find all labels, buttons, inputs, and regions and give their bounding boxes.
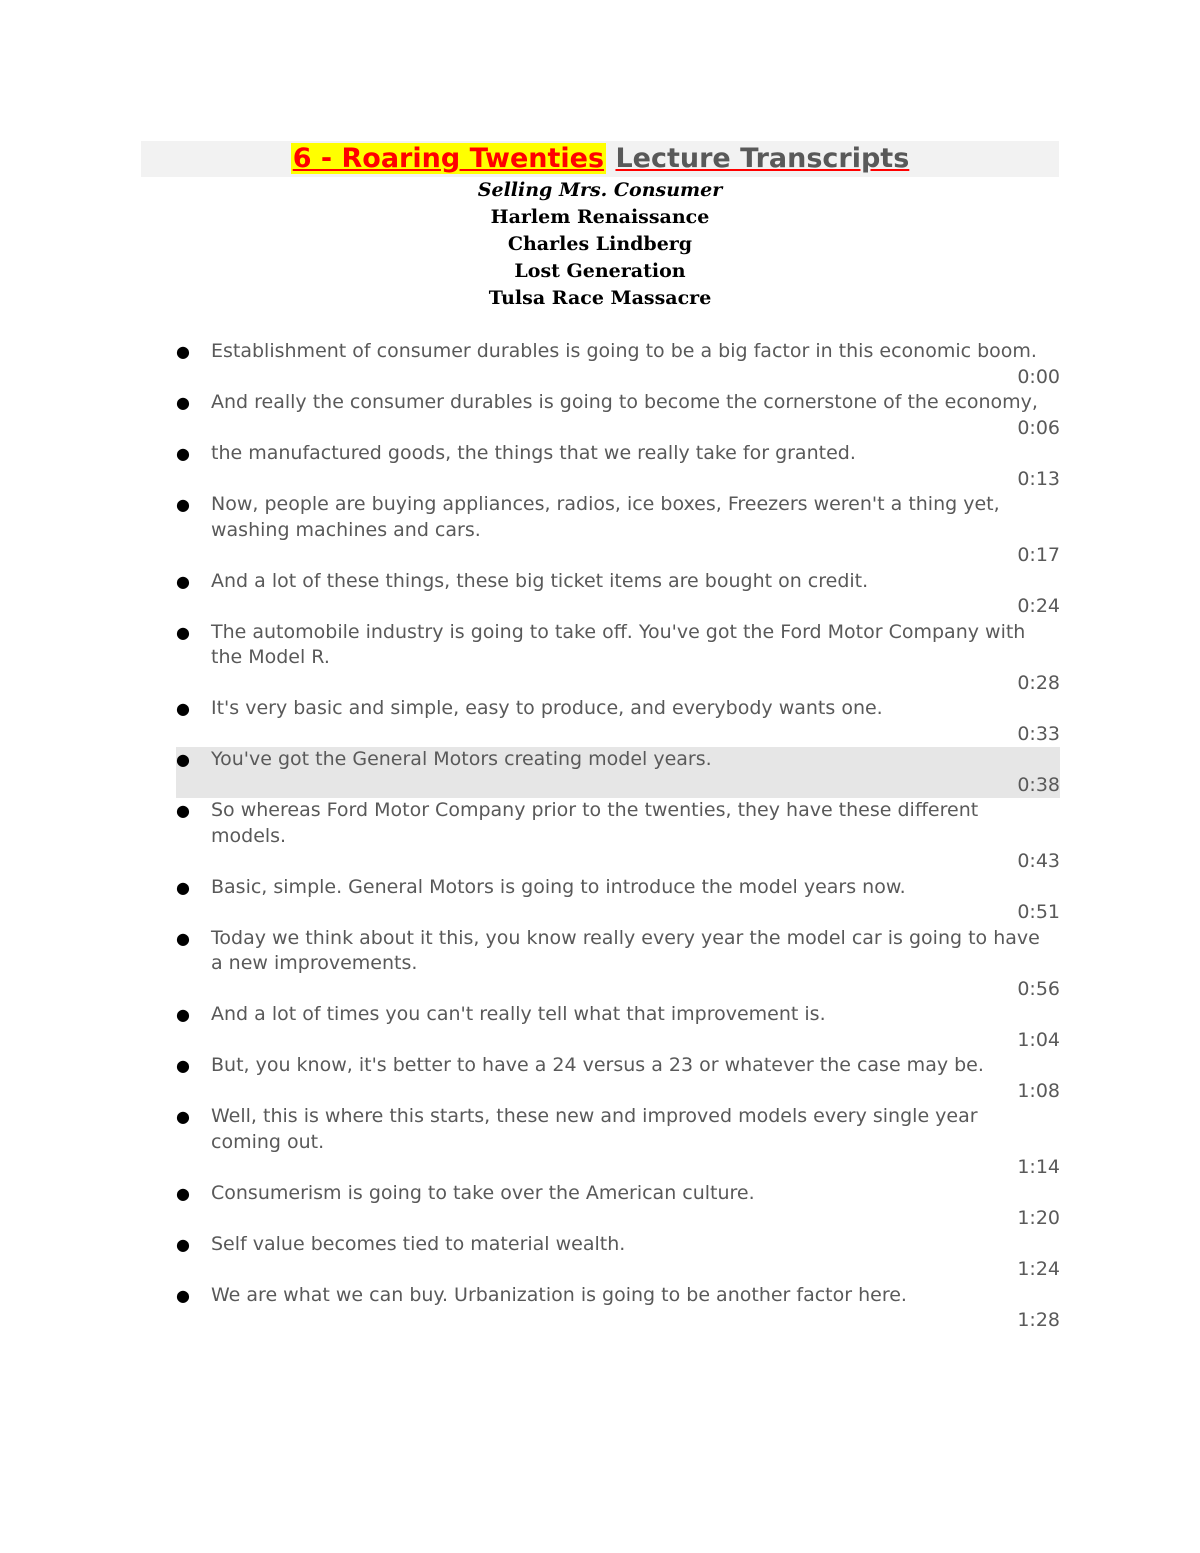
timestamp: 1:04	[1017, 1028, 1060, 1051]
bullet-icon: ●	[176, 801, 190, 820]
transcript-text: So whereas Ford Motor Company prior to the twenties, they have these different models.	[211, 799, 979, 847]
topic-list	[141, 177, 1059, 312]
bullet-icon: ●	[176, 1107, 190, 1126]
transcript-item	[176, 441, 1060, 492]
transcript-item	[176, 798, 1060, 875]
transcript-item	[176, 1002, 1060, 1053]
transcript-text: And a lot of times you can't really tell what that improvement is.	[211, 1003, 826, 1025]
transcript-text: Well, this is where this starts, these new and improved models every single year coming out.	[211, 1105, 978, 1153]
bullet-icon: ●	[176, 928, 190, 948]
transcript-item	[176, 339, 1060, 390]
timestamp: 0:28	[1017, 671, 1060, 694]
transcript-text: Self value becomes tied to material wealth.	[211, 1232, 626, 1255]
timestamp: 1:08	[1017, 1079, 1060, 1102]
transcript-text: You've got the General Motors creating model years.	[211, 748, 712, 770]
transcript-text: Basic, simple. General Motors is going to introduce the model years now.	[211, 875, 906, 898]
transcript-item	[176, 926, 1060, 1003]
transcript-text: And really the consumer durables is going to become the cornerstone of the economy,	[211, 391, 1038, 413]
timestamp: 1:28	[1017, 1309, 1060, 1331]
bullet-icon: ●	[176, 622, 190, 642]
topic-item: Lost Generation	[514, 260, 686, 282]
timestamp: 0:13	[1017, 467, 1060, 490]
bullet-icon: ●	[176, 1234, 190, 1254]
transcript-item	[176, 1104, 1060, 1181]
transcript-text: But, you know, it's better to have a 24 versus a 23 or whatever the case may be.	[211, 1054, 984, 1076]
bullet-icon: ●	[176, 444, 190, 463]
transcript-item	[176, 390, 1060, 441]
transcript-item-highlighted	[176, 747, 1060, 798]
timestamp: 0:51	[1017, 901, 1060, 923]
transcript-item	[176, 1232, 1060, 1283]
timestamp: 0:56	[1017, 977, 1060, 1000]
bullet-icon: ●	[176, 495, 190, 514]
timestamp: 0:38	[1017, 773, 1060, 796]
transcript-item	[176, 696, 1060, 747]
timestamp: 0:17	[1017, 544, 1060, 566]
bullet-icon: ●	[176, 342, 190, 361]
bullet-icon: ●	[176, 750, 190, 769]
topic-item: Harlem Renaissance	[490, 206, 710, 228]
transcript-text: Now, people are buying appliances, radios, ice boxes, Freezers weren't a thing yet, washing machines and cars.	[211, 493, 1000, 541]
transcript-item	[176, 620, 1060, 697]
transcript-text: We are what we can buy. Urbanization is going to be another factor here.	[211, 1283, 907, 1306]
title-rest: Lecture Transcripts	[615, 143, 910, 174]
transcript-item	[176, 569, 1060, 620]
bullet-icon: ●	[176, 1056, 190, 1075]
transcript-text: The automobile industry is going to take off. You've got the Ford Motor Company with the Model R.	[211, 620, 1026, 668]
transcript-item	[176, 1283, 1060, 1334]
timestamp: 1:24	[1017, 1258, 1060, 1280]
bullet-icon: ●	[176, 877, 190, 897]
transcript-text: It's very basic and simple, easy to produce, and everybody wants one.	[211, 697, 883, 719]
transcript-text: Consumerism is going to take over the American culture.	[211, 1181, 755, 1204]
transcript-list	[176, 339, 1060, 1334]
topic-item: Charles Lindberg	[507, 233, 693, 255]
transcript-item	[176, 1181, 1060, 1232]
title-highlight: 6 - Roaring Twenties	[292, 143, 605, 174]
timestamp: 0:06	[1017, 416, 1060, 439]
timestamp: 0:24	[1017, 595, 1060, 617]
topic-item: Tulsa Race Massacre	[488, 287, 712, 309]
bullet-icon: ●	[176, 393, 190, 412]
timestamp: 1:14	[1017, 1156, 1060, 1178]
transcript-item	[176, 875, 1060, 926]
timestamp: 1:20	[1017, 1207, 1060, 1229]
transcript-text: Establishment of consumer durables is going to be a big factor in this economic boom.	[211, 340, 1037, 362]
transcript-text: Today we think about it this, you know really every year the model car is going to have a new improvements.	[211, 926, 1040, 974]
topic-item: Selling Mrs. Consumer	[477, 179, 723, 201]
bullet-icon: ●	[176, 1183, 190, 1203]
bullet-icon: ●	[176, 571, 190, 591]
timestamp: 0:43	[1017, 850, 1060, 872]
transcript-text: the manufactured goods, the things that we really take for granted.	[211, 442, 856, 464]
transcript-item	[176, 1053, 1060, 1104]
timestamp: 0:33	[1017, 722, 1060, 745]
bullet-icon: ●	[176, 1285, 190, 1305]
transcript-text: And a lot of these things, these big ticket items are bought on credit.	[211, 569, 869, 592]
bullet-icon: ●	[176, 1005, 190, 1024]
bullet-icon: ●	[176, 699, 190, 718]
page-title	[141, 141, 1059, 177]
transcript-item	[176, 492, 1060, 569]
timestamp: 0:00	[1017, 365, 1060, 388]
